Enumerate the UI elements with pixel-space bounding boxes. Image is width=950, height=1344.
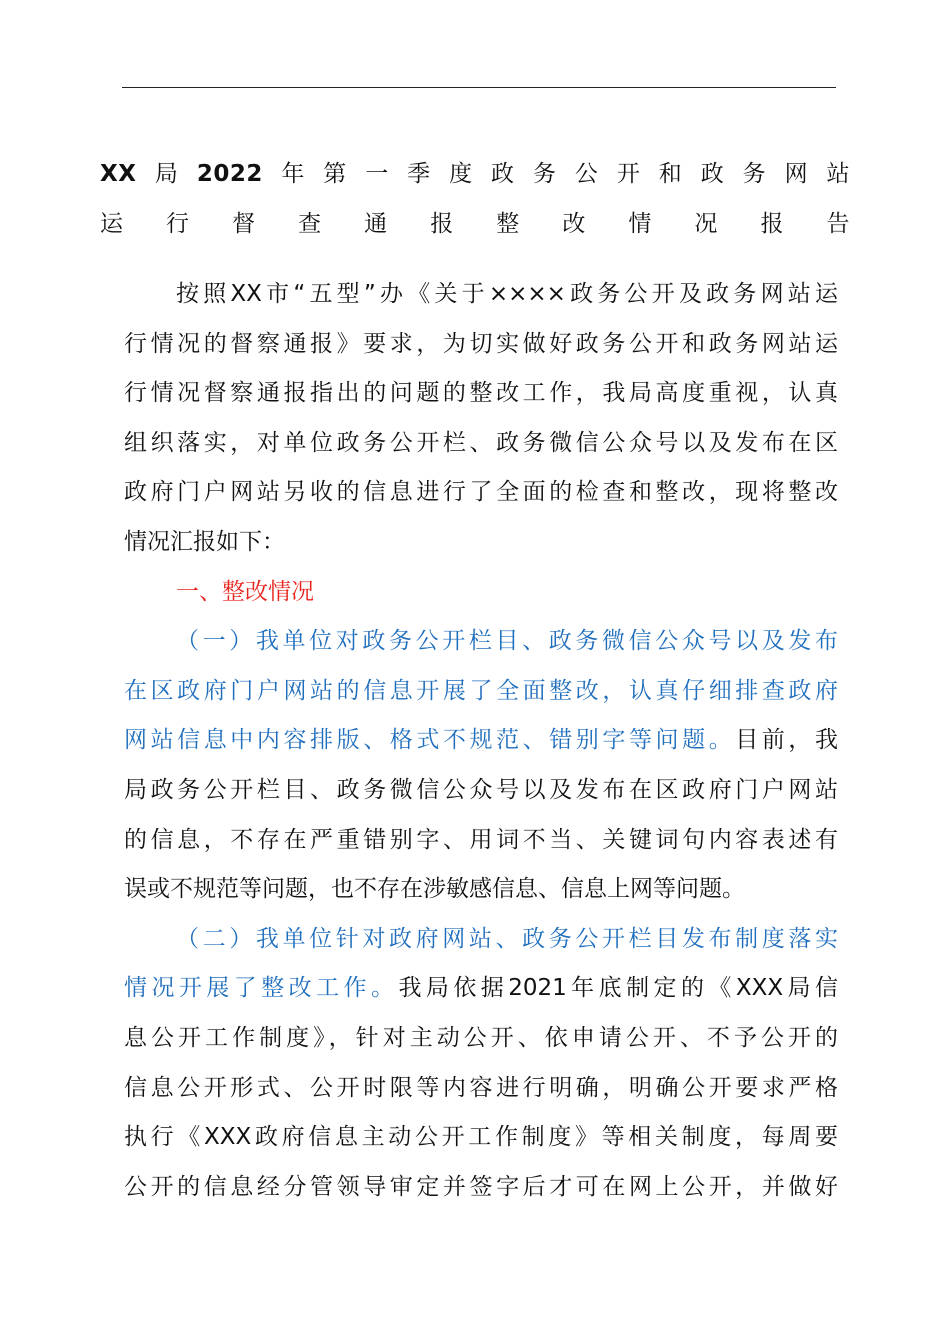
item-2-line: 执行《XXX政府信息主动公开工作制度》等相关制度，每周要 xyxy=(124,1124,838,1151)
title-year: 2022 xyxy=(196,161,263,187)
intro-line: 行情况的督察通报》要求，为切实做好政务公开和政务网站运 xyxy=(124,330,838,357)
item-2-paragraph xyxy=(124,915,838,1213)
title-line-1 xyxy=(100,150,850,200)
item-1-text: 目前，我 xyxy=(735,727,839,754)
intro-line: 组织落实，对单位政务公开栏、政务微信公众号以及发布在区 xyxy=(124,429,838,456)
header-rule xyxy=(122,87,836,88)
item-1-subheading-end: 网站信息中内容排版、格式不规范、错别字等问题。 xyxy=(124,727,736,754)
section-heading: 一、整改情况 xyxy=(176,578,314,605)
item-2-line: 公开的信息经分管领导审定并签字后才可在网上公开，并做好 xyxy=(124,1173,838,1200)
intro-line: 按照XX市“五型”办《关于××××政务公开及政务网站运 xyxy=(176,281,838,307)
title-ju: 局 xyxy=(136,161,197,187)
item-2-text: 我局依据2021年底制定的《XXX局信 xyxy=(398,975,838,1002)
document-body xyxy=(124,270,838,1212)
item-1-line xyxy=(124,716,838,766)
item-1-line: 误或不规范等问题，也不存在涉敏感信息、信息上网等问题。 xyxy=(124,876,745,903)
item-1-line: 在区政府门户网站的信息开展了全面整改，认真仔细排查政府 xyxy=(124,677,838,704)
item-2-subheading-end: 情况开展了整改工作。 xyxy=(124,975,399,1002)
item-2-line: 信息公开形式、公开时限等内容进行明确，明确公开要求严格 xyxy=(124,1074,838,1101)
item-2-line: 息公开工作制度》，针对主动公开、依申请公开、不予公开的 xyxy=(124,1024,838,1051)
document-title xyxy=(100,150,850,249)
item-2-line xyxy=(124,964,838,1014)
intro-paragraph xyxy=(124,270,838,568)
item-2-line: （二）我单位针对政府网站、政务公开栏目发布制度落实 xyxy=(176,925,838,952)
title-rest: 年第一季度政务公开和政务网站 xyxy=(262,161,851,187)
title-xx: XX xyxy=(100,161,137,187)
title-line-2: 运行督查通报整改情况报告 xyxy=(100,210,850,237)
item-1-paragraph xyxy=(124,617,838,915)
intro-line: 行情况督察通报指出的问题的整改工作，我局高度重视，认真 xyxy=(124,380,838,407)
intro-line: 情况汇报如下： xyxy=(124,528,285,555)
item-1-line: 的信息，不存在严重错别字、用词不当、关键词句内容表述有 xyxy=(124,826,838,853)
item-1-line: （一）我单位对政务公开栏目、政务微信公众号以及发布 xyxy=(176,628,838,655)
item-1-line: 局政务公开栏目、政务微信公众号以及发布在区政府门户网站 xyxy=(124,776,838,803)
intro-line: 政府门户网站另收的信息进行了全面的检查和整改，现将整改 xyxy=(124,479,838,506)
